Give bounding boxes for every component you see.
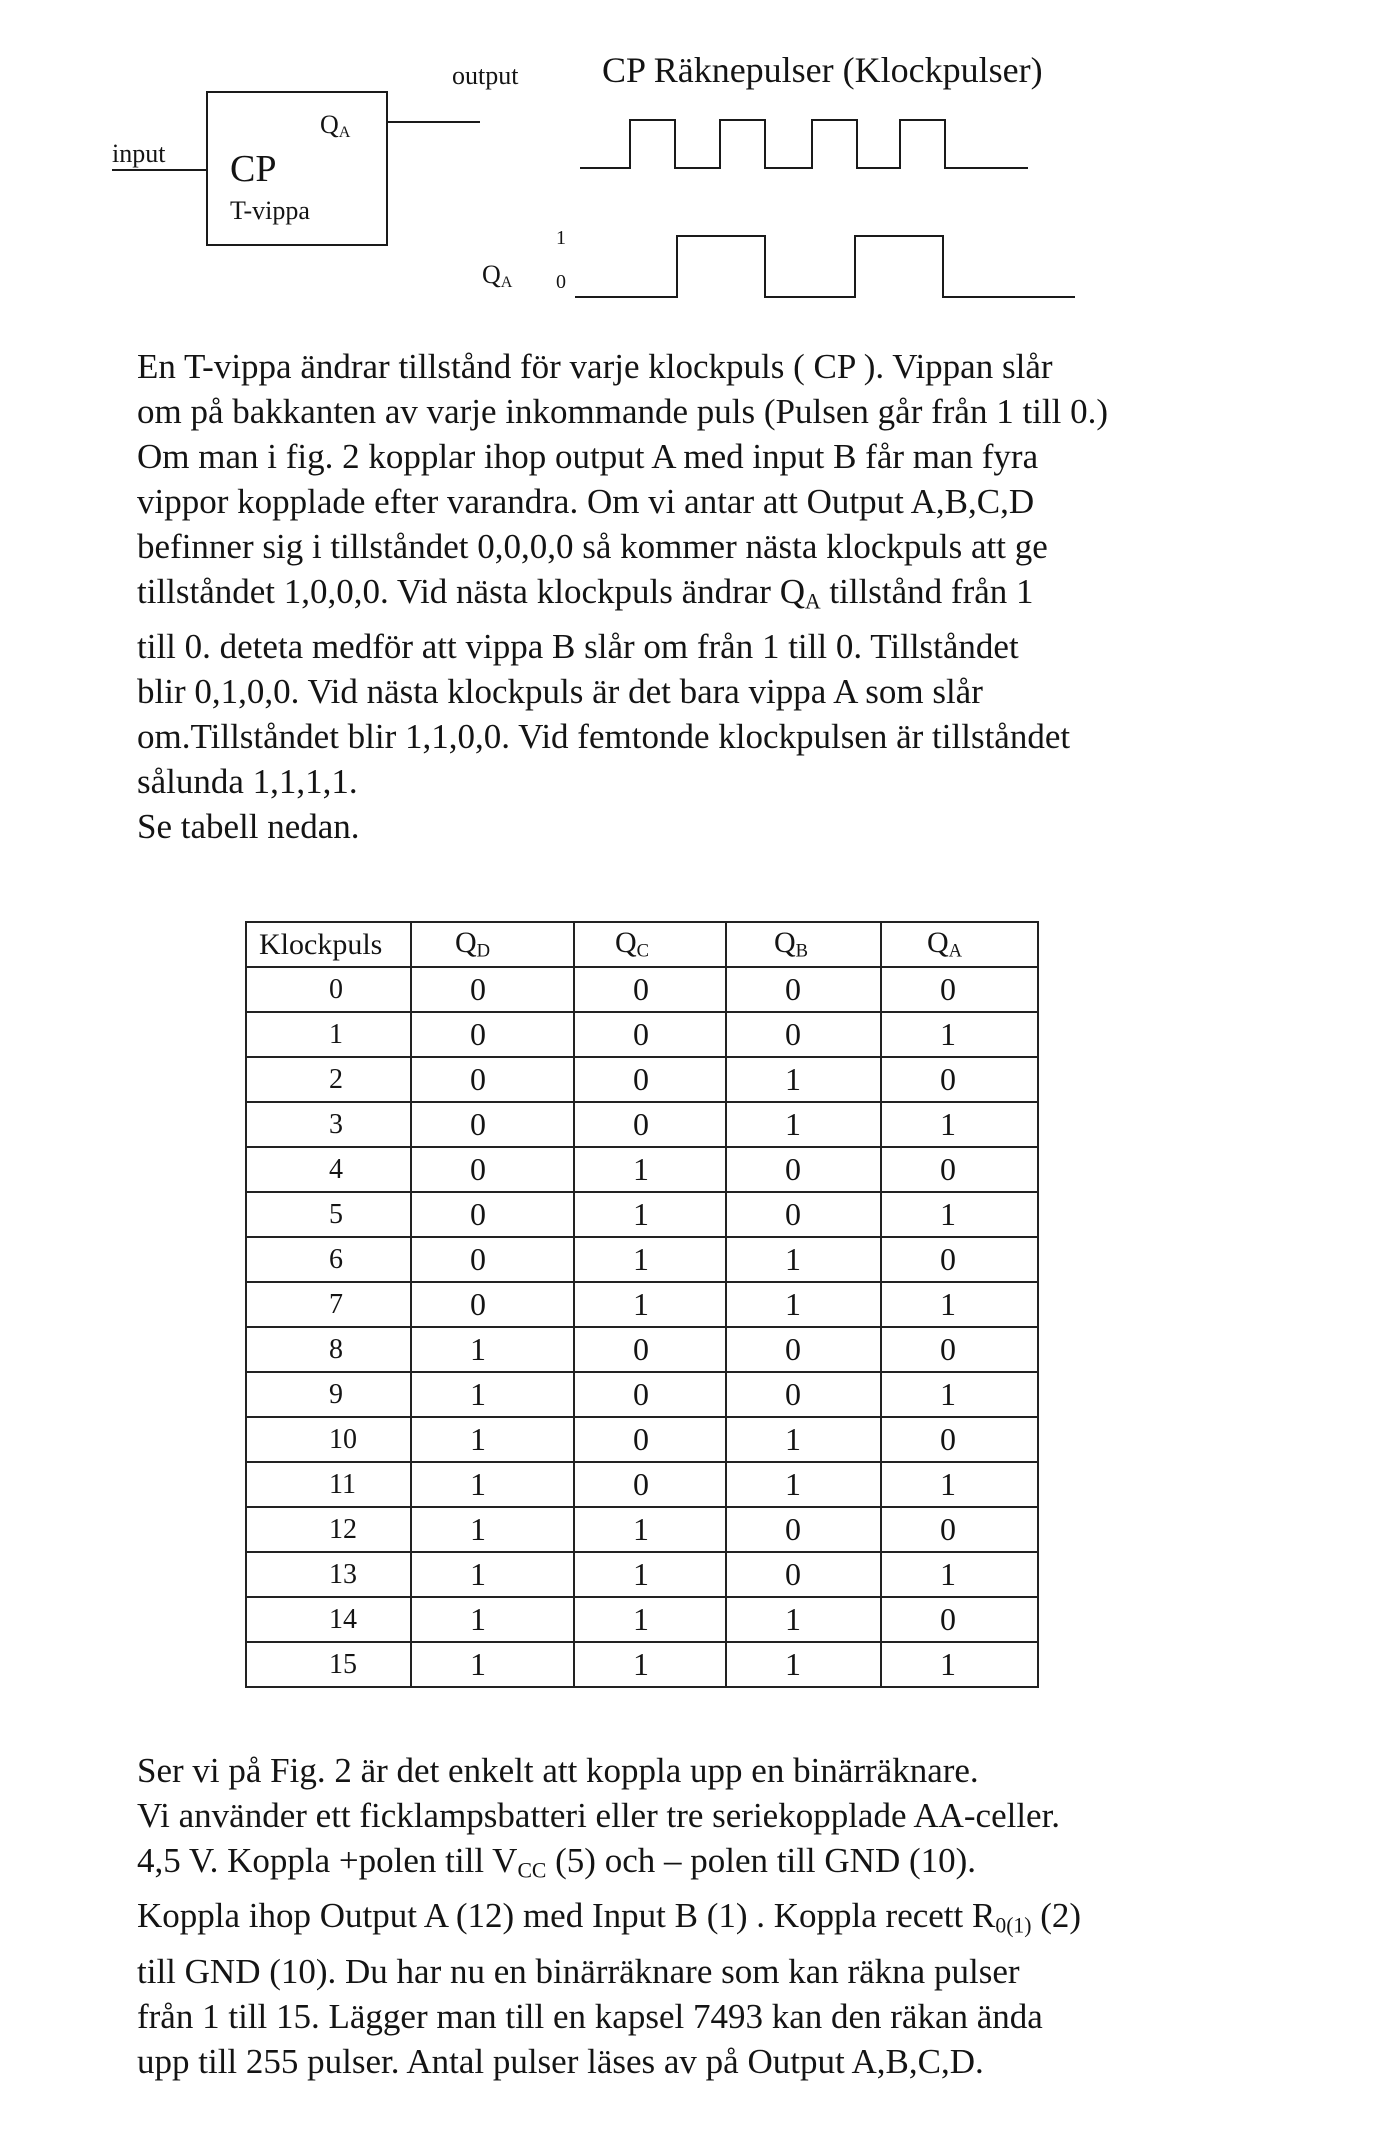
state-cell: 0 [411, 1147, 574, 1192]
table-row [246, 1372, 1038, 1417]
state-cell: 1 [411, 1327, 574, 1372]
level-high-label: 1 [556, 227, 566, 249]
state-cell: 0 [881, 1237, 1038, 1282]
state-cell: 0 [881, 1417, 1038, 1462]
text-line: En T-vippa ändrar tillstånd för varje klockpuls ( CP ). Vippan slår [137, 347, 1053, 386]
qa-waveform-label: $Q_A$ [482, 260, 513, 292]
state-cell: 1 [726, 1462, 881, 1507]
header-klockpuls: Klockpuls [246, 922, 411, 967]
text-line: till 0. deteta medför att vippa B slår om från 1 till 0. Tillståndet [137, 627, 1019, 667]
state-cell: 1 [726, 1282, 881, 1327]
state-cell: 1 [881, 1192, 1038, 1237]
state-cell: 0 [574, 1417, 726, 1462]
clock-pulse-cell: 14 [246, 1597, 411, 1642]
table-row [246, 1237, 1038, 1282]
state-cell: 0 [726, 1012, 881, 1057]
clock-pulse-cell: 2 [246, 1057, 411, 1102]
text-line: Om man i fig. 2 kopplar ihop output A med input B får man fyra [137, 437, 1039, 476]
table-row [246, 1102, 1038, 1147]
state-cell: 1 [726, 1102, 881, 1147]
state-cell: 1 [726, 1642, 881, 1687]
block-cp-label: CP [230, 148, 277, 190]
state-cell: 1 [881, 1642, 1038, 1687]
clock-pulse-cell: 15 [246, 1642, 411, 1687]
state-cell: 0 [574, 1102, 726, 1147]
table-row [246, 1642, 1038, 1687]
table-row [246, 1417, 1038, 1462]
state-cell: 1 [881, 1012, 1038, 1057]
state-cell: 1 [881, 1102, 1038, 1147]
clock-pulse-cell: 10 [246, 1417, 411, 1462]
table-row [246, 1282, 1038, 1327]
text-line: Vi använder ett ficklampsbatteri eller tre seriekopplade AA-celler. [137, 1796, 1061, 1835]
state-cell: 0 [726, 1552, 881, 1597]
qa-waveform [575, 236, 1075, 297]
state-cell: 1 [411, 1507, 574, 1552]
block-q-label: $Q_A$ [320, 110, 351, 142]
state-cell: 1 [726, 1237, 881, 1282]
state-cell: 0 [411, 1057, 574, 1102]
state-cell: 0 [726, 1327, 881, 1372]
table-row [246, 1192, 1038, 1237]
state-cell: 0 [574, 1012, 726, 1057]
state-cell: 0 [726, 1147, 881, 1192]
outro-paragraph [137, 1748, 1081, 2084]
counter-truth-table [245, 921, 1039, 1688]
text-line: sålunda 1,1,1,1. [137, 762, 358, 802]
cp-waveform [580, 120, 1028, 168]
text-line: blir 0,1,0,0. Vid nästa klockpuls är det bara vippa A som slår [137, 672, 983, 712]
table-row [246, 967, 1038, 1012]
header-qd: $Q_D$ [411, 922, 574, 967]
block-name-label: T-vippa [230, 196, 310, 225]
table-row [246, 1597, 1038, 1642]
state-cell: 1 [574, 1642, 726, 1687]
state-cell: 1 [574, 1192, 726, 1237]
header-qc: $Q_C$ [574, 922, 726, 967]
input-label: input [112, 139, 166, 168]
table-row [246, 1327, 1038, 1372]
clock-pulse-cell: 5 [246, 1192, 411, 1237]
clock-pulse-cell: 4 [246, 1147, 411, 1192]
state-cell: 0 [726, 1507, 881, 1552]
state-cell: 0 [411, 1192, 574, 1237]
state-cell: 1 [881, 1552, 1038, 1597]
table-row [246, 1012, 1038, 1057]
state-cell: 0 [574, 1372, 726, 1417]
text-line: befinner sig i tillståndet 0,0,0,0 så kommer nästa klockpuls att ge [137, 527, 1048, 566]
state-cell: 0 [881, 1597, 1038, 1642]
table-header-row [246, 922, 1038, 967]
level-low-label: 0 [556, 271, 566, 293]
table-row [246, 1147, 1038, 1192]
text-line: från 1 till 15. Lägger man till en kapsel 7493 kan den räkan ända [137, 1996, 1043, 2036]
text-line: upp till 255 pulser. Antal pulser läses av på Output A,B,C,D. [137, 2041, 984, 2081]
text-line: Se tabell nedan. [137, 807, 360, 847]
state-cell: 1 [411, 1417, 574, 1462]
state-cell: 0 [881, 1057, 1038, 1102]
text-line: 4,5 V. Koppla +polen till $V_{CC}$ (5) och – polen till GND (10). [137, 1841, 977, 1883]
state-cell: 0 [881, 1507, 1038, 1552]
table-row [246, 1057, 1038, 1102]
intro-paragraph [137, 344, 1108, 849]
state-cell: 0 [574, 1057, 726, 1102]
state-cell: 1 [574, 1597, 726, 1642]
table-body [246, 967, 1038, 1687]
header-qa: $Q_A$ [881, 922, 1038, 967]
state-cell: 0 [881, 1327, 1038, 1372]
state-cell: 0 [411, 1012, 574, 1057]
table-row [246, 1507, 1038, 1552]
state-cell: 1 [574, 1237, 726, 1282]
output-label: output [452, 61, 519, 90]
clock-pulse-cell: 8 [246, 1327, 411, 1372]
clock-pulse-cell: 3 [246, 1102, 411, 1147]
state-cell: 0 [574, 1462, 726, 1507]
text-line: till GND (10). Du har nu en binärräknare som kan räkna pulser [137, 1951, 1020, 1991]
clock-pulse-cell: 7 [246, 1282, 411, 1327]
clock-pulse-cell: 12 [246, 1507, 411, 1552]
state-cell: 1 [574, 1282, 726, 1327]
state-cell: 1 [411, 1462, 574, 1507]
clock-pulse-cell: 11 [246, 1462, 411, 1507]
state-cell: 0 [726, 1372, 881, 1417]
text-line: om.Tillståndet blir 1,1,0,0. Vid femtonde klockpulsen är tillståndet [137, 717, 1071, 757]
state-cell: 0 [411, 967, 574, 1012]
state-cell: 0 [726, 1192, 881, 1237]
state-cell: 0 [574, 967, 726, 1012]
state-cell: 1 [411, 1372, 574, 1417]
state-cell: 1 [574, 1552, 726, 1597]
text-line: Ser vi på Fig. 2 är det enkelt att koppla upp en binärräknare. [137, 1751, 979, 1790]
clock-pulse-cell: 0 [246, 967, 411, 1012]
state-cell: 1 [411, 1552, 574, 1597]
text-line: om på bakkanten av varje inkommande puls (Pulsen går från 1 till 0.) [137, 392, 1108, 431]
state-cell: 0 [726, 967, 881, 1012]
state-cell: 0 [411, 1282, 574, 1327]
t-flipflop-diagram [0, 0, 1374, 330]
waveform-title: CP Räknepulser (Klockpulser) [602, 50, 1043, 90]
state-cell: 1 [411, 1642, 574, 1687]
state-cell: 1 [881, 1462, 1038, 1507]
table-row [246, 1552, 1038, 1597]
clock-pulse-cell: 9 [246, 1372, 411, 1417]
clock-pulse-cell: 6 [246, 1237, 411, 1282]
state-cell: 1 [726, 1417, 881, 1462]
state-cell: 1 [881, 1372, 1038, 1417]
state-cell: 0 [881, 967, 1038, 1012]
state-cell: 0 [881, 1147, 1038, 1192]
state-cell: 1 [881, 1282, 1038, 1327]
clock-pulse-cell: 13 [246, 1552, 411, 1597]
header-qb: $Q_B$ [726, 922, 881, 967]
state-cell: 0 [411, 1237, 574, 1282]
state-cell: 1 [574, 1507, 726, 1552]
table-row [246, 1462, 1038, 1507]
state-cell: 0 [574, 1327, 726, 1372]
state-cell: 1 [726, 1057, 881, 1102]
state-cell: 1 [574, 1147, 726, 1192]
text-line: tillståndet 1,0,0,0. Vid nästa klockpuls ändrar $Q_A$ tillstånd från 1 [137, 572, 1034, 614]
text-line: Koppla ihop Output A (12) med Input B (1) . Koppla recett $R_{0(1)}$ (2) [137, 1896, 1082, 1938]
state-cell: 0 [411, 1102, 574, 1147]
state-cell: 1 [726, 1597, 881, 1642]
text-line: vippor kopplade efter varandra. Om vi antar att Output A,B,C,D [137, 482, 1035, 521]
state-cell: 1 [411, 1597, 574, 1642]
clock-pulse-cell: 1 [246, 1012, 411, 1057]
